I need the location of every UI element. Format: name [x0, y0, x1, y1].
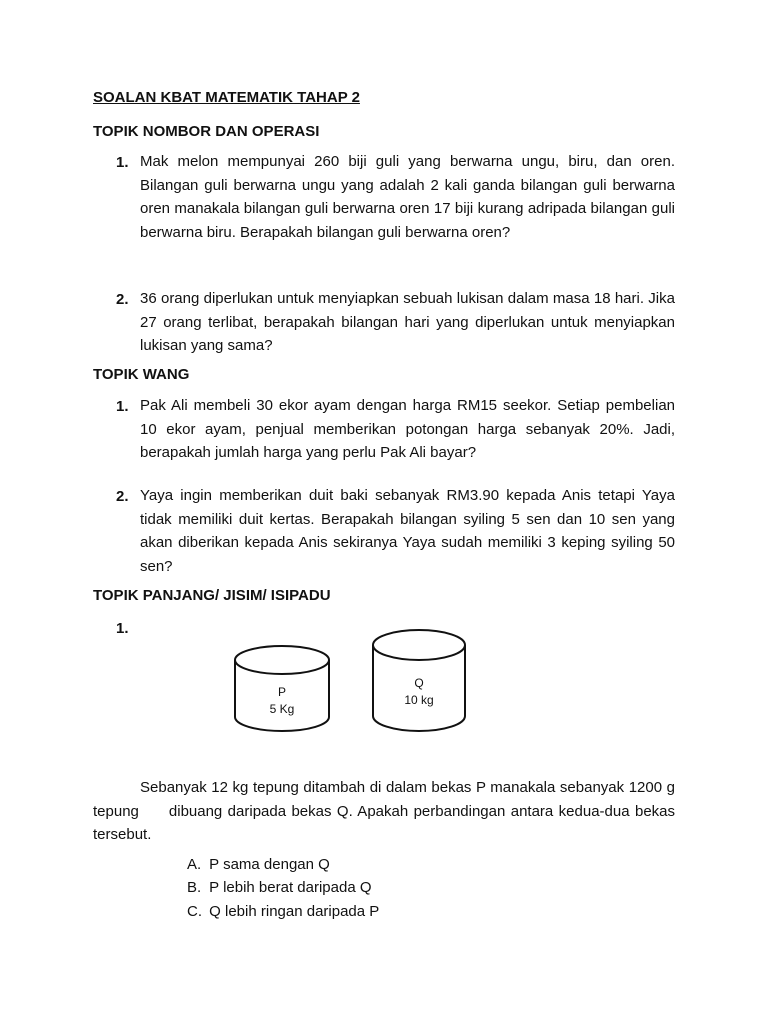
question-paragraph: [93, 776, 675, 847]
question-text: Yaya ingin memberikan duit baki sebanyak RM3.90 kepada Anis tetapi Yaya tidak memiliki duit kertas. Berapakah bilangan syiling 5 sen dan 10 sen yang akan diberikan kepada Anis sekiranya Yaya sudah memiliki 3 keping syiling 50 sen?: [140, 487, 675, 575]
question-paragraph-part-b: dibuang daripada bekas Q. Apakah perbandingan antara kedua-dua bekas tersebut.: [93, 802, 675, 843]
container-q-name: Q: [414, 676, 424, 690]
container-p-label: [252, 684, 312, 718]
option-label: A.: [187, 856, 202, 873]
option-label: C.: [187, 903, 202, 920]
question-number: 2.: [116, 291, 129, 308]
question-number: 1.: [116, 154, 129, 171]
question-number: 2.: [116, 488, 129, 505]
option-text: P lebih berat daripada Q: [209, 879, 372, 896]
container-p-mass: 5 Kg: [269, 702, 295, 716]
question-text: 36 orang diperlukan untuk menyiapkan sebuah lukisan dalam masa 18 hari. Jika 27 orang terlibat, berapakah bilangan hari yang diperlukan untuk menyiapkan lukisan yang sama?: [140, 290, 675, 354]
container-p-name: P: [277, 685, 286, 699]
page-title: SOALAN KBAT MATEMATIK TAHAP 2: [93, 89, 360, 106]
option-b: [187, 879, 372, 896]
option-a: [187, 856, 330, 873]
option-text: P sama dengan Q: [209, 856, 330, 873]
option-text: Q lebih ringan daripada P: [209, 903, 380, 920]
question-number: 1.: [116, 398, 129, 415]
container-q-mass: 10 kg: [404, 693, 434, 707]
question-number: 1.: [116, 620, 129, 637]
option-label: B.: [187, 879, 202, 896]
question-text: Mak melon mempunyai 260 biji guli yang berwarna ungu, biru, dan oren. Bilangan guli berwarna ungu yang adalah 2 kali ganda bilangan guli berwarna oren manakala bilangan guli berwarna oren 17 biji kurang adripada bilangan guli berwarna biru. Berapakah bilangan guli berwarna oren?: [140, 153, 675, 241]
question-text: Pak Ali membeli 30 ekor ayam dengan harga RM15 seekor. Setiap pembelian 10 ekor ayam, penjual memberikan potongan harga sebanyak 20%. Jadi, berapakah jumlah harga yang perlu Pak Ali bayar?: [140, 397, 675, 461]
option-c: [187, 903, 379, 920]
topic-heading-wang: TOPIK WANG: [93, 366, 190, 383]
question-paragraph-part-a: Sebanyak 12 kg tepung ditambah di dalam bekas P manakala sebanyak 1200 g tepung: [93, 779, 675, 820]
topic-heading-nombor: TOPIK NOMBOR DAN OPERASI: [93, 123, 320, 140]
topic-heading-panjang: TOPIK PANJANG/ JISIM/ ISIPADU: [93, 587, 331, 604]
container-q-label: [389, 675, 449, 709]
